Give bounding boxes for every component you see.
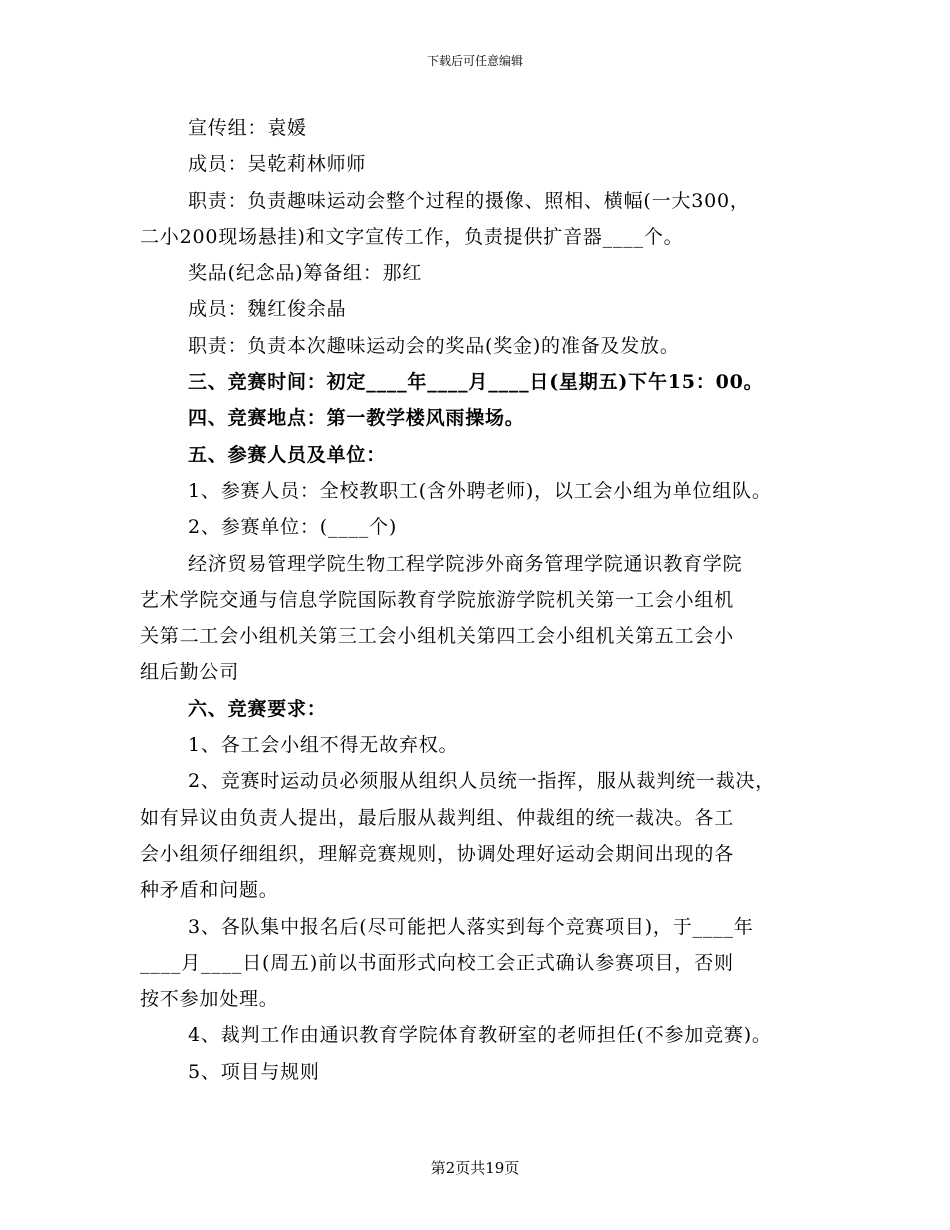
text-line: 艺术学院交通与信息学院国际教育学院旅游学院机关第一工会小组机: [140, 588, 735, 611]
text-line: 2、竞赛时运动员必须服从组织人员统一指挥，服从裁判统一裁决，: [188, 770, 776, 793]
text-line: 3、各队集中报名后(尽可能把人落实到每个竞赛项目)，于____年: [188, 915, 754, 938]
text-line: 种矛盾和问题。: [140, 879, 279, 902]
text-line: 如有异议由负责人提出，最后服从裁判组、仲裁组的统一裁决。各工: [140, 806, 735, 829]
text-line: 组后勤公司: [140, 661, 240, 684]
page-header: 下载后可任意编辑: [426, 54, 523, 68]
text-line: 五、参赛人员及单位：: [188, 443, 387, 466]
text-line: 六、竞赛要求：: [188, 697, 327, 720]
text-line: 1、各工会小组不得无故弃权。: [188, 734, 459, 757]
text-line: 5、项目与规则: [188, 1060, 320, 1083]
text-line: 4、裁判工作由通识教育学院体育教研室的老师担任(不参加竞赛)。: [188, 1024, 772, 1047]
text-line: 二小200现场悬挂)和文字宣传工作，负责提供扩音器____个。: [140, 225, 684, 248]
text-line: 职责：负责本次趣味运动会的奖品(奖金)的准备及发放。: [188, 334, 680, 357]
text-line: 宣传组：袁媛: [188, 117, 307, 139]
text-line: 会小组须仔细组织，理解竞赛规则，协调处理好运动会期间出现的各: [140, 842, 735, 865]
text-line: ____月____日(周五)前以书面形式向校工会正式确认参赛项目，否则: [140, 951, 734, 974]
text-line: 经济贸易管理学院生物工程学院涉外商务管理学院通识教育学院: [188, 552, 743, 575]
text-line: 成员：吴乾莉林师师: [188, 153, 367, 176]
text-line: 1、参赛人员：全校教职工(含外聘老师)，以工会小组为单位组队。: [188, 479, 772, 502]
text-line: 2、参赛单位：(____个): [188, 516, 398, 539]
text-line: 奖品(纪念品)筹备组：那红: [188, 262, 423, 285]
text-line: 三、竞赛时间：初定____年____月____日(星期五)下午15：00。: [188, 371, 764, 394]
text-line: 职责：负责趣味运动会整个过程的摄像、照相、横幅(一大300，: [188, 189, 750, 212]
document-body: [140, 110, 840, 1090]
text-line: 按不参加处理。: [140, 988, 279, 1011]
page-footer: 第2页共19页: [430, 1159, 520, 1177]
text-line: 成员：魏红俊余晶: [188, 298, 347, 321]
text-line: 四、竞赛地点：第一教学楼风雨操场。: [188, 407, 525, 430]
text-line: 关第二工会小组机关第三工会小组机关第四工会小组机关第五工会小: [140, 625, 735, 648]
